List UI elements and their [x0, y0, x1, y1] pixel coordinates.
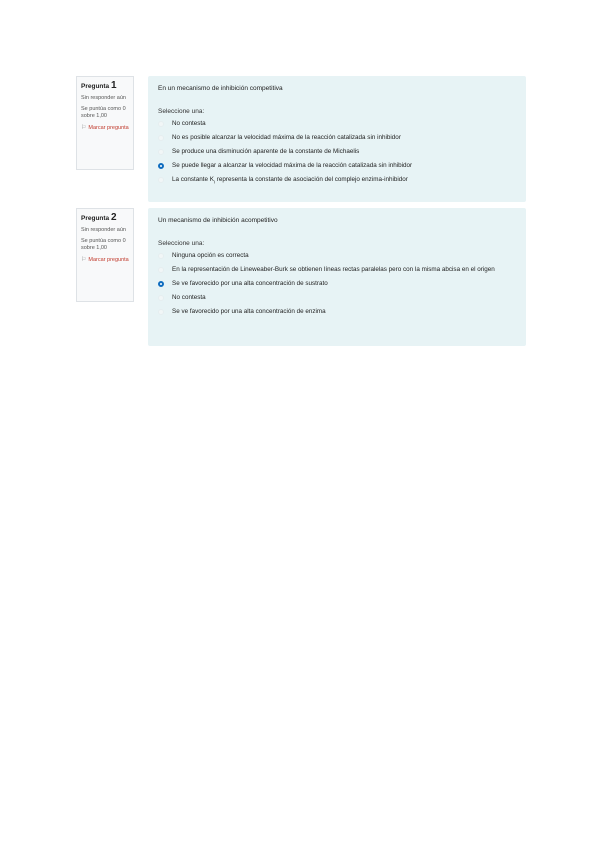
question-content	[148, 208, 526, 346]
radio-icon[interactable]	[158, 121, 164, 127]
answer-label	[172, 176, 516, 186]
radio-icon[interactable]	[158, 295, 164, 301]
question-number	[81, 81, 130, 92]
question-number-value: 2	[110, 212, 117, 223]
answer-label: Se puede llegar a alcanzar la velocidad máxima de la reacción catalizada sin inhibidor	[172, 162, 413, 169]
answer-option[interactable]	[158, 280, 516, 288]
answer-label: No contesta	[172, 294, 206, 301]
answer-option[interactable]	[158, 134, 516, 142]
answer-option[interactable]	[158, 266, 516, 274]
answer-option[interactable]	[158, 252, 516, 260]
question-state: Sin responder aún	[81, 227, 126, 233]
flag-question-link[interactable]	[81, 257, 130, 264]
flag-label: Marcar pregunta	[88, 125, 129, 131]
answer-label: Ninguna opción es correcta	[172, 252, 249, 259]
radio-icon[interactable]	[158, 309, 164, 315]
question-label-prefix: Pregunta	[81, 83, 110, 90]
radio-icon[interactable]	[158, 177, 164, 183]
radio-icon[interactable]	[158, 149, 164, 155]
question-grade: Se puntúa como 0 sobre 1,00	[81, 238, 126, 251]
answer-option[interactable]	[158, 162, 516, 170]
flag-label: Marcar pregunta	[88, 257, 129, 263]
flag-icon: ⚐	[81, 125, 87, 131]
radio-icon[interactable]	[158, 135, 164, 141]
question-text: Un mecanismo de inhibición acompetitivo	[158, 217, 278, 224]
answer-prompt: Seleccione una:	[158, 240, 205, 247]
answer-option[interactable]	[158, 148, 516, 156]
answer-label-post: representa la constante de asociación del complejo enzima-inhibidor	[215, 176, 408, 183]
answer-option[interactable]	[158, 294, 516, 302]
question-number	[81, 213, 130, 224]
answer-label: Se ve favorecido por una alta concentración de sustrato	[172, 280, 328, 287]
question-state: Sin responder aún	[81, 95, 126, 101]
radio-checked-icon[interactable]	[158, 281, 164, 287]
radio-icon[interactable]	[158, 253, 164, 259]
radio-checked-icon[interactable]	[158, 163, 164, 169]
flag-icon: ⚐	[81, 257, 87, 263]
question-label-prefix: Pregunta	[81, 215, 110, 222]
answer-label: No contesta	[172, 120, 206, 127]
question-number-value: 1	[110, 80, 117, 91]
answer-list	[158, 252, 516, 316]
answer-option[interactable]	[158, 176, 516, 186]
answer-option[interactable]	[158, 308, 516, 316]
flag-question-link[interactable]	[81, 125, 130, 132]
answer-label: No es posible alcanzar la velocidad máxima de la reacción catalizada sin inhibidor	[172, 134, 401, 141]
answer-label-sub: i	[214, 179, 216, 185]
question-info	[76, 208, 134, 302]
answer-prompt: Seleccione una:	[158, 108, 205, 115]
answer-option[interactable]	[158, 120, 516, 128]
answer-label: Se ve favorecido por una alta concentración de enzima	[172, 308, 326, 315]
answer-label: Se produce una disminución aparente de la constante de Michaelis	[172, 148, 360, 155]
answer-label-pre: La constante K	[172, 176, 215, 183]
question-content	[148, 76, 526, 202]
answer-list	[158, 120, 516, 186]
question-text: En un mecanismo de inhibición competitiva	[158, 85, 283, 92]
radio-icon[interactable]	[158, 267, 164, 273]
answer-label: En la representación de Lineweaber-Burk se obtienen líneas rectas paralelas pero con la misma abcisa en el origen	[172, 266, 495, 273]
question-grade: Se puntúa como 0 sobre 1,00	[81, 106, 126, 119]
question-info	[76, 76, 134, 170]
